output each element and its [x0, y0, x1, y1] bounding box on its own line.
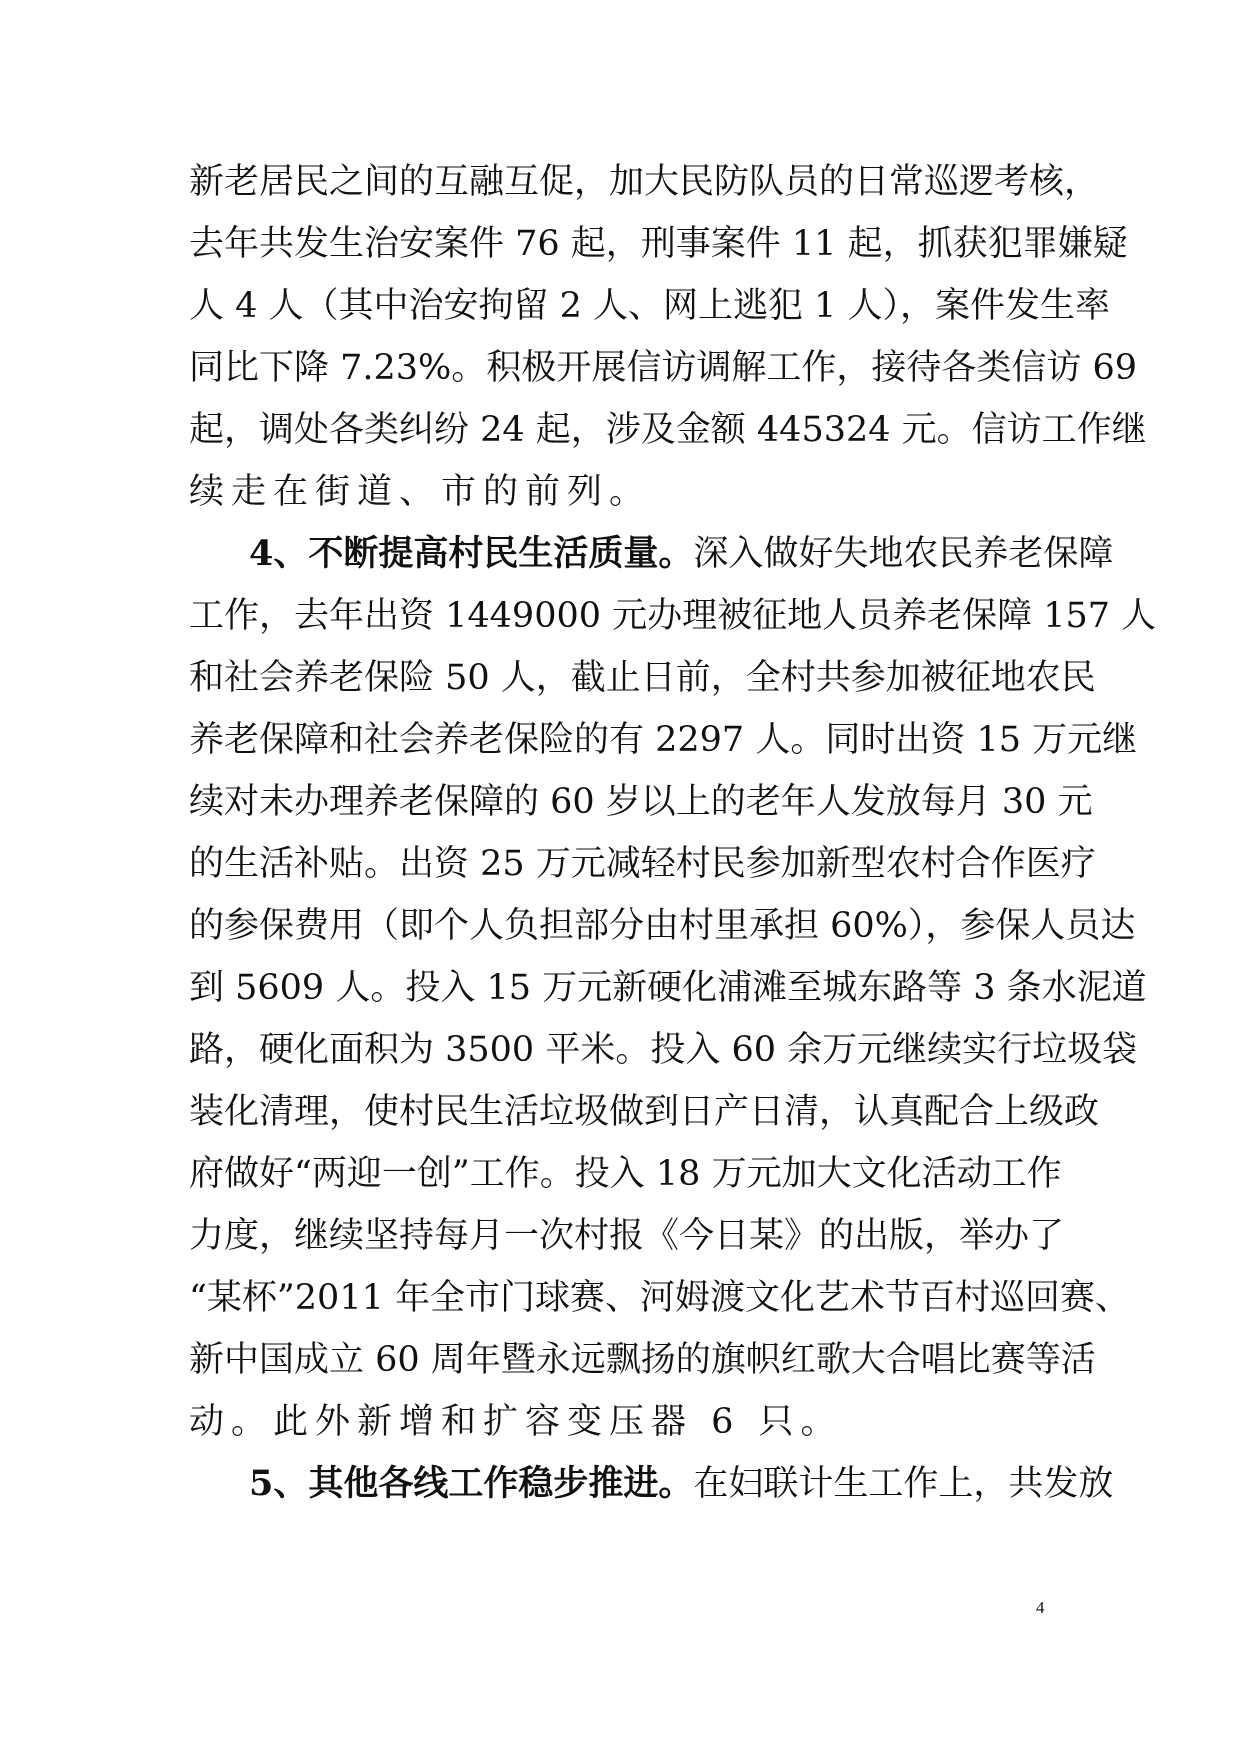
paragraph-line: 的生活补贴。出资 25 万元减轻村民参加新型农村合作医疗 [189, 844, 1096, 884]
paragraph-line: 动。此外新增和扩容变压器 6 只。 [189, 1402, 843, 1442]
paragraph-line: 路，硬化面积为 3500 平米。投入 60 余万元继续实行垃圾袋 [189, 1030, 1138, 1070]
paragraph-line: 府做好“两迎一创”工作。投入 18 万元加大文化活动工作 [189, 1154, 1062, 1194]
paragraph-line: “某杯”2011 年全市门球赛、河姆渡文化艺术节百村巡回赛、 [189, 1278, 1130, 1318]
paragraph-line: 同比下降 7.23%。积极开展信访调解工作，接待各类信访 69 [189, 348, 1137, 388]
section-4-intro: 深入做好失地农民养老保障 [693, 534, 1114, 574]
paragraph-line: 工作，去年出资 1449000 元办理被征地人员养老保障 157 人 [189, 596, 1157, 636]
paragraph-line: 续走在街道、市的前列。 [189, 472, 652, 512]
paragraph-line: 新中国成立 60 周年暨永远飘扬的旗帜红歌大合唱比赛等活 [189, 1340, 1096, 1380]
section-5-first-line [249, 1463, 1114, 1504]
paragraph-line: 新老居民之间的互融互促，加大民防队员的日常巡逻考核， [189, 162, 1100, 202]
paragraph-line: 和社会养老保险 50 人，截止日前，全村共参加被征地农民 [189, 658, 1096, 698]
section-4-heading: 4、不断提高村民生活质量。 [249, 533, 694, 574]
section-5-intro: 在妇联计生工作上，共发放 [693, 1464, 1114, 1504]
paragraph-line: 力度，继续坚持每月一次村报《今日某》的出版，举办了 [189, 1216, 1065, 1256]
paragraph-line: 起，调处各类纠纷 24 起，涉及金额 445324 元。信访工作继 [189, 410, 1147, 450]
paragraph-line: 到 5609 人。投入 15 万元新硬化浦滩至城东路等 3 条水泥道 [189, 968, 1147, 1008]
page-number: 4 [1036, 1598, 1045, 1617]
section-5-heading: 5、其他各线工作稳步推进。 [249, 1463, 694, 1504]
section-4-first-line [249, 533, 1114, 574]
paragraph-line: 装化清理，使村民生活垃圾做到日产日清，认真配合上级政 [189, 1092, 1100, 1132]
paragraph-line: 养老保障和社会养老保险的有 2297 人。同时出资 15 万元继 [189, 720, 1138, 760]
paragraph-line: 的参保费用（即个人负担部分由村里承担 60%），参保人员达 [189, 906, 1136, 946]
paragraph-line: 续对未办理养老保障的 60 岁以上的老年人发放每月 30 元 [189, 782, 1093, 822]
paragraph-line: 去年共发生治安案件 76 起，刑事案件 11 起，抓获犯罪嫌疑 [189, 224, 1128, 264]
paragraph-line: 人 4 人（其中治安拘留 2 人、网上逃犯 1 人），案件发生率 [189, 286, 1111, 326]
